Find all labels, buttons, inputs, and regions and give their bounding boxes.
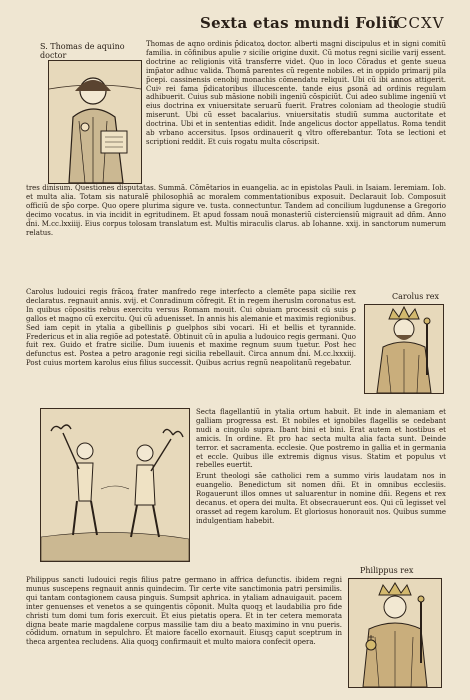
text-thomas-works-paragraph: tres dinisum. Questiones disputatas. Summã. Cõmẽtarios in euangelia. ac in epistolas Pauli. in Isaiam. Ieremiam. Iob. et multa alia. Totam sis naturalẽ philosophiã ac moralem commentationibus exposuit. Declarauit Iob. Composuit officiũ de sp̃o corpe. Quo opere plurima sigure ve. tusta. connectuntur. Tandem ad concilium lugdunense a Gregorio decimo vocatus. in via incidit in egritudinem. Et apud fossam nouã monasteriũ cisterciensiũ migrauit ad dñm. Anno d̃ni. M.cc.lxxiiij. Eius corpus tolosam translatum est. Multis miraculis clarus. ab Iohanne. xxij. in sanctorum numerum relatus. — [26, 184, 446, 237]
text-block-carolus — [26, 288, 356, 400]
text-carolus-paragraph: Carolus ludouici regis frãcoꝝ frater manfredo rege interfecto a clemẽte papa sicilie rex declaratus. regnauit annis. xvij. et Conradinum cõfregit. Et in regem iheruslm coronatus est. In quibus cõpositis rebus exercitu versus Romam mouit. Cui obuiam processit cũ suis ꝑ gallos et magno cũ exercitu. Qui cũ aduenisset. In annis his alemanie et maximis regionibus. Sed iam cepit in ytalia a gibellinis ꝑ guelphos sibi vocari. Hi et bellis et tyrannide. Fredericus et in alia regiõe ad potestatẽ. Obtinuit cũ in apulia a ludouico regis germani. Quo fuit rex. Guido et fratre sicilie. Dum iuuenis et maxime regnum suum tuetur. Post hec defunctus est. Postea a petro aragonie regi sicilia rebellauit. Circa annum d̃ni. M.cc.lxxxiij. Post cuius mortem karolus eius filius successit. Quibus acrius regnũ neapolitanũ regebatur. — [26, 288, 356, 368]
flagellants-woodcut-icon — [40, 408, 190, 562]
text-philippus-paragraph: Philippus sancti ludouici regis filius patre germano in affrica defunctis. ibidem regni munus suscepens regnauit annis quindecim. Tir certe vite sanctimonia patri persimilis. qui tantam contagionem causa pinguis. Sumpsit aphrica. in ytaliam adnauigauit. pacem inter genuenses et venetos a se quingentis cõponit. Multa quoqꝫ et laudabilia pro fide christi tum domi tum foris exercuit. Et eius pietatis opera. Et in ter cetera memorata digna beate marie magdalene corpus massilie tam diu a beato maximino in vnu pueris. cõdidum. ornatum in sepulchro. Et maiore facello exornauit. Eiusqꝫ caput sceptrum in theca argentea recludens. Alia quoqꝫ confirmauit et multo maiora confecit opera. — [26, 576, 342, 647]
text-block-flagellants — [196, 408, 446, 470]
header-title: Sexta etas mundi Foliũ — [200, 14, 399, 32]
carolus-figure-svg — [365, 305, 443, 393]
text-block-thomas-works — [26, 184, 446, 278]
text-block-theologians — [196, 472, 446, 558]
text-block-philippus — [26, 576, 342, 686]
philippus-figure-svg — [349, 579, 441, 687]
text-theologians-paragraph: Erunt theologi sãe catholici rem a summo viris laudatam nos in euangelio. Benedictum sit nomen dñi. Et in omnibus ecclesiis. Rogauerunt illos omnes ut saluarentur in nomine dñi. Regens et rex decanus. et opera dei multa. Et obsecrauerunt eos. Qui cũ legisset vel orasset ad regem karolum. Et gloriosus honorauit nos. Quibus summe indulgentiam habebit. — [196, 472, 446, 525]
folio-number: CCXV — [396, 14, 445, 32]
caption-thomas: S. Thomas de aquino doctor — [40, 42, 125, 60]
caption-philippus: Philippus rex — [360, 566, 414, 575]
caption-carolus: Carolus rex — [392, 292, 439, 301]
flagellants-svg — [41, 409, 189, 561]
monk-portrait-svg — [49, 61, 141, 183]
running-header — [0, 12, 470, 34]
text-block-thomas — [146, 40, 446, 176]
text-flagellants-paragraph: Secta flagellantiũ in ytalia ortum habuit. Et inde in alemaniam et galliam progressa est. Et nobiles et ignobiles flagellis se cedebant nudi a cingulo supra. Ibant bini et bini. Erat autem et hostibus et amicis. In ordine. Et pro hac secta multa alia facta sunt. Deinde terror. et sacramenta. ecclesie. Que postremo in gallia et in germania et eccle. Quibus ille extremis dignus visus. Statim et populus vt rebelles euertit. — [196, 408, 446, 470]
monk-portrait-woodcut-icon — [48, 60, 142, 184]
text-thomas-paragraph: Thomas de aqno ordinis p̃dicatoꝝ doctor. alberti magni discipulus et in signi comitũ familia. in cõfinibus apulie ⁊ sicilie origine duxit. Cũ motus regni sicilie varij essent. doctrine ac religionis vitã transferre videt. Quo in loco Cõradus et gente sueua imp̃ator adhuc valida. Thomã parentes cũ regente nobiles. et in oppido primarij pila p̃cepi. cassinensis cenobij monachis cõmendatu reliquit. Ubi cũ ibi annos attigerit. Cuiꝰ rei fama p̃dicatoribus illucescente. tande eius ꝑsonã ad ordinis regulam adhibuerit. Cuius sub mãsione nobili ingeniũ cõspiciũt. Cui adeo sublime ingeniũ vt eius doctrina ex vniuersitate seruarũ fuerit. Fratres coloniam ad theologie studiũ miserunt. Ubi cũ esset bacalarius. vniuersitatis studiũ summa auctoritate et doctrina. Ubi et in sententias edidit. Inde angelicus doctor appellatus. Roma tendit ab vrbano accersitus. Ipsos ordinauerit ꝗ vltro offerebantur. Tota se lectioni et scriptioni reddit. Et cuis rogatu multa cõscripsit. — [146, 40, 446, 146]
crowned-king-woodcut-icon — [364, 304, 444, 394]
philippus-king-woodcut-icon — [348, 578, 442, 688]
